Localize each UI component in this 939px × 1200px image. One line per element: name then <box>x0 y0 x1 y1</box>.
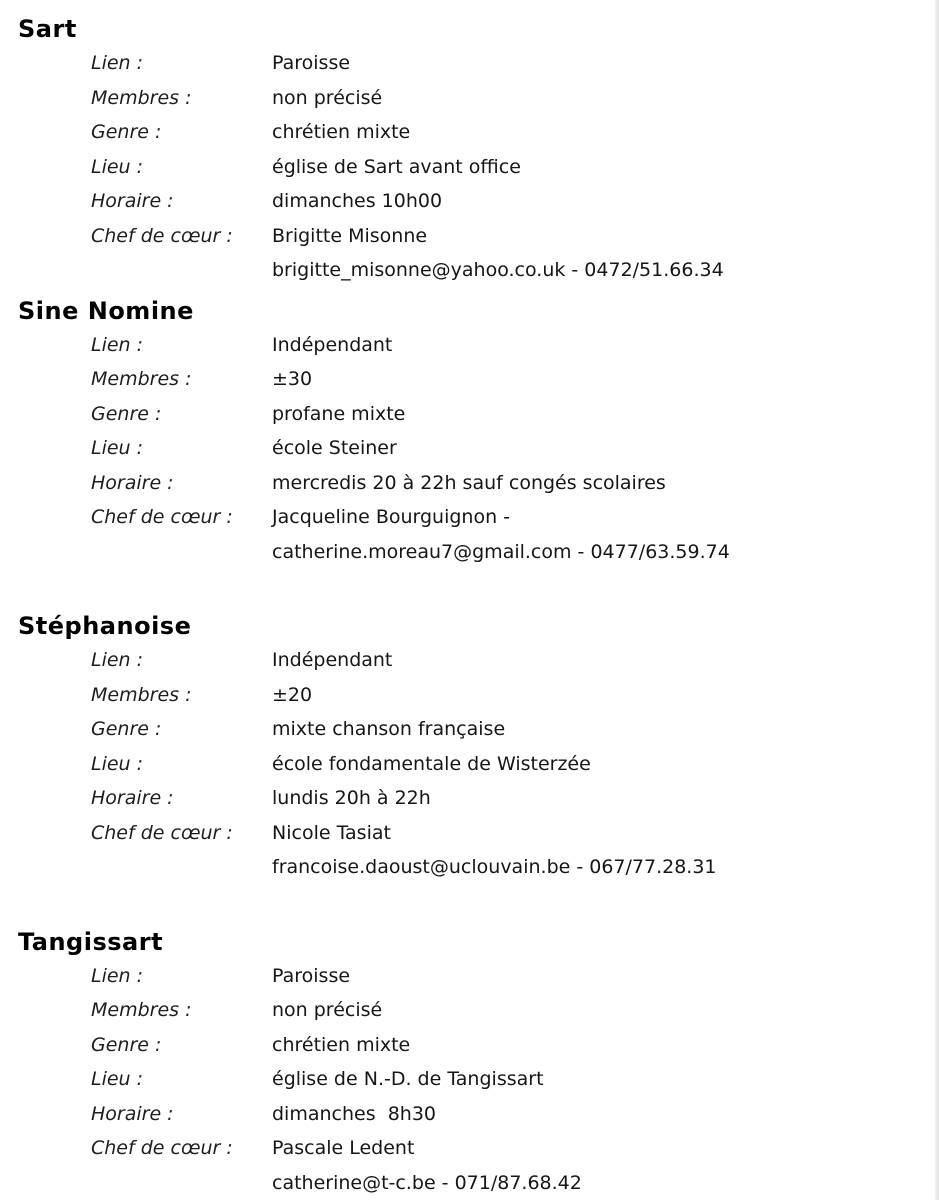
detail-row-contact <box>0 535 939 570</box>
field-value: ±30 <box>272 368 313 390</box>
detail-row-contact <box>0 850 939 885</box>
field-label: Horaire : <box>91 787 174 809</box>
field-label <box>91 850 272 885</box>
detail-row <box>0 431 939 466</box>
detail-row-contact <box>0 253 939 288</box>
field-value: église de Sart avant office <box>272 155 521 178</box>
contact-line: catherine@t-c.be - 071/87.68.42 <box>272 1171 582 1194</box>
field-label: Lien : <box>91 52 144 74</box>
field-label: Horaire : <box>91 471 174 494</box>
field-label: Horaire : <box>91 190 174 212</box>
field-value: chrétien mixte <box>272 1033 411 1056</box>
detail-row <box>0 747 939 782</box>
section-rows <box>0 643 939 885</box>
section-title: Stéphanoise <box>18 612 192 640</box>
section-rows <box>0 46 939 288</box>
field-label: Genre : <box>91 121 162 143</box>
detail-row <box>0 328 939 363</box>
field-label: Genre : <box>91 1033 162 1056</box>
field-value: Indépendant <box>272 649 393 671</box>
field-label <box>91 253 272 288</box>
detail-row <box>0 959 939 994</box>
field-value: dimanches 8h30 <box>272 1102 436 1125</box>
section-rows <box>0 328 939 570</box>
contact-line: brigitte_misonne@yahoo.co.uk - 0472/51.66.34 <box>272 259 724 281</box>
field-value: Indépendant <box>272 333 393 356</box>
detail-row <box>0 993 939 1028</box>
section-title: Sart <box>18 15 77 43</box>
detail-row <box>0 712 939 747</box>
detail-row <box>0 184 939 219</box>
section-title: Tangissart <box>18 927 164 956</box>
field-value: ±20 <box>272 683 313 706</box>
detail-row <box>0 1097 939 1132</box>
field-value: lundis 20h à 22h <box>272 787 431 809</box>
detail-row <box>0 150 939 185</box>
field-label: Lien : <box>91 649 144 671</box>
field-label: Membres : <box>91 368 192 390</box>
field-label: Membres : <box>91 86 192 109</box>
field-value: non précisé <box>272 999 383 1021</box>
detail-row <box>0 397 939 432</box>
field-label: Lieu : <box>91 437 144 459</box>
field-value: église de N.-D. de Tangissart <box>272 1068 544 1090</box>
field-value: Paroisse <box>272 52 351 74</box>
field-label: Lien : <box>91 964 144 987</box>
detail-row <box>0 1028 939 1063</box>
detail-row <box>0 816 939 851</box>
field-value: profane mixte <box>272 402 406 425</box>
field-value: école Steiner <box>272 437 397 459</box>
section-stephanoise <box>0 609 939 885</box>
field-value: non précisé <box>272 86 383 109</box>
field-value: école fondamentale de Wisterzée <box>272 752 591 775</box>
detail-row <box>0 362 939 397</box>
field-label: Lieu : <box>91 155 144 178</box>
section-sine-nomine <box>0 294 939 570</box>
field-value: mixte chanson française <box>272 718 506 740</box>
detail-row <box>0 643 939 678</box>
field-label: Genre : <box>91 402 162 425</box>
field-label: Genre : <box>91 718 162 740</box>
field-label: Lieu : <box>91 752 144 775</box>
section-title: Sine Nomine <box>18 296 194 325</box>
detail-row <box>0 219 939 254</box>
detail-row <box>0 1062 939 1097</box>
detail-row <box>0 1131 939 1166</box>
field-label: Lien : <box>91 333 144 356</box>
detail-row <box>0 466 939 501</box>
field-value: chrétien mixte <box>272 121 411 143</box>
section-rows <box>0 959 939 1200</box>
field-value: mercredis 20 à 22h sauf congés scolaires <box>272 471 666 494</box>
field-value: Nicole Tasiat <box>272 821 391 844</box>
section-sart <box>0 12 939 288</box>
field-label <box>91 535 272 570</box>
field-label: Chef de cœur : <box>91 821 233 844</box>
field-value: dimanches 10h00 <box>272 190 443 212</box>
scan-edge-artifact <box>934 0 939 1200</box>
field-value: Pascale Ledent <box>272 1137 415 1159</box>
detail-row <box>0 678 939 713</box>
field-label <box>91 1166 272 1200</box>
detail-row <box>0 81 939 116</box>
field-value: Brigitte Misonne <box>272 224 428 247</box>
field-label: Chef de cœur : <box>91 506 233 528</box>
detail-row <box>0 500 939 535</box>
field-label: Chef de cœur : <box>91 224 233 247</box>
contact-line: francoise.daoust@uclouvain.be - 067/77.28.31 <box>272 856 717 878</box>
field-label: Membres : <box>91 999 192 1021</box>
field-value: Paroisse <box>272 964 351 987</box>
contact-line: catherine.moreau7@gmail.com - 0477/63.59.74 <box>272 540 730 563</box>
field-label: Membres : <box>91 683 192 706</box>
section-tangissart <box>0 925 939 1200</box>
field-label: Lieu : <box>91 1068 144 1090</box>
detail-row <box>0 115 939 150</box>
detail-row <box>0 781 939 816</box>
field-value: Jacqueline Bourguignon - <box>272 506 511 528</box>
detail-row <box>0 46 939 81</box>
detail-row-contact <box>0 1166 939 1200</box>
field-label: Horaire : <box>91 1102 174 1125</box>
field-label: Chef de cœur : <box>91 1137 233 1159</box>
